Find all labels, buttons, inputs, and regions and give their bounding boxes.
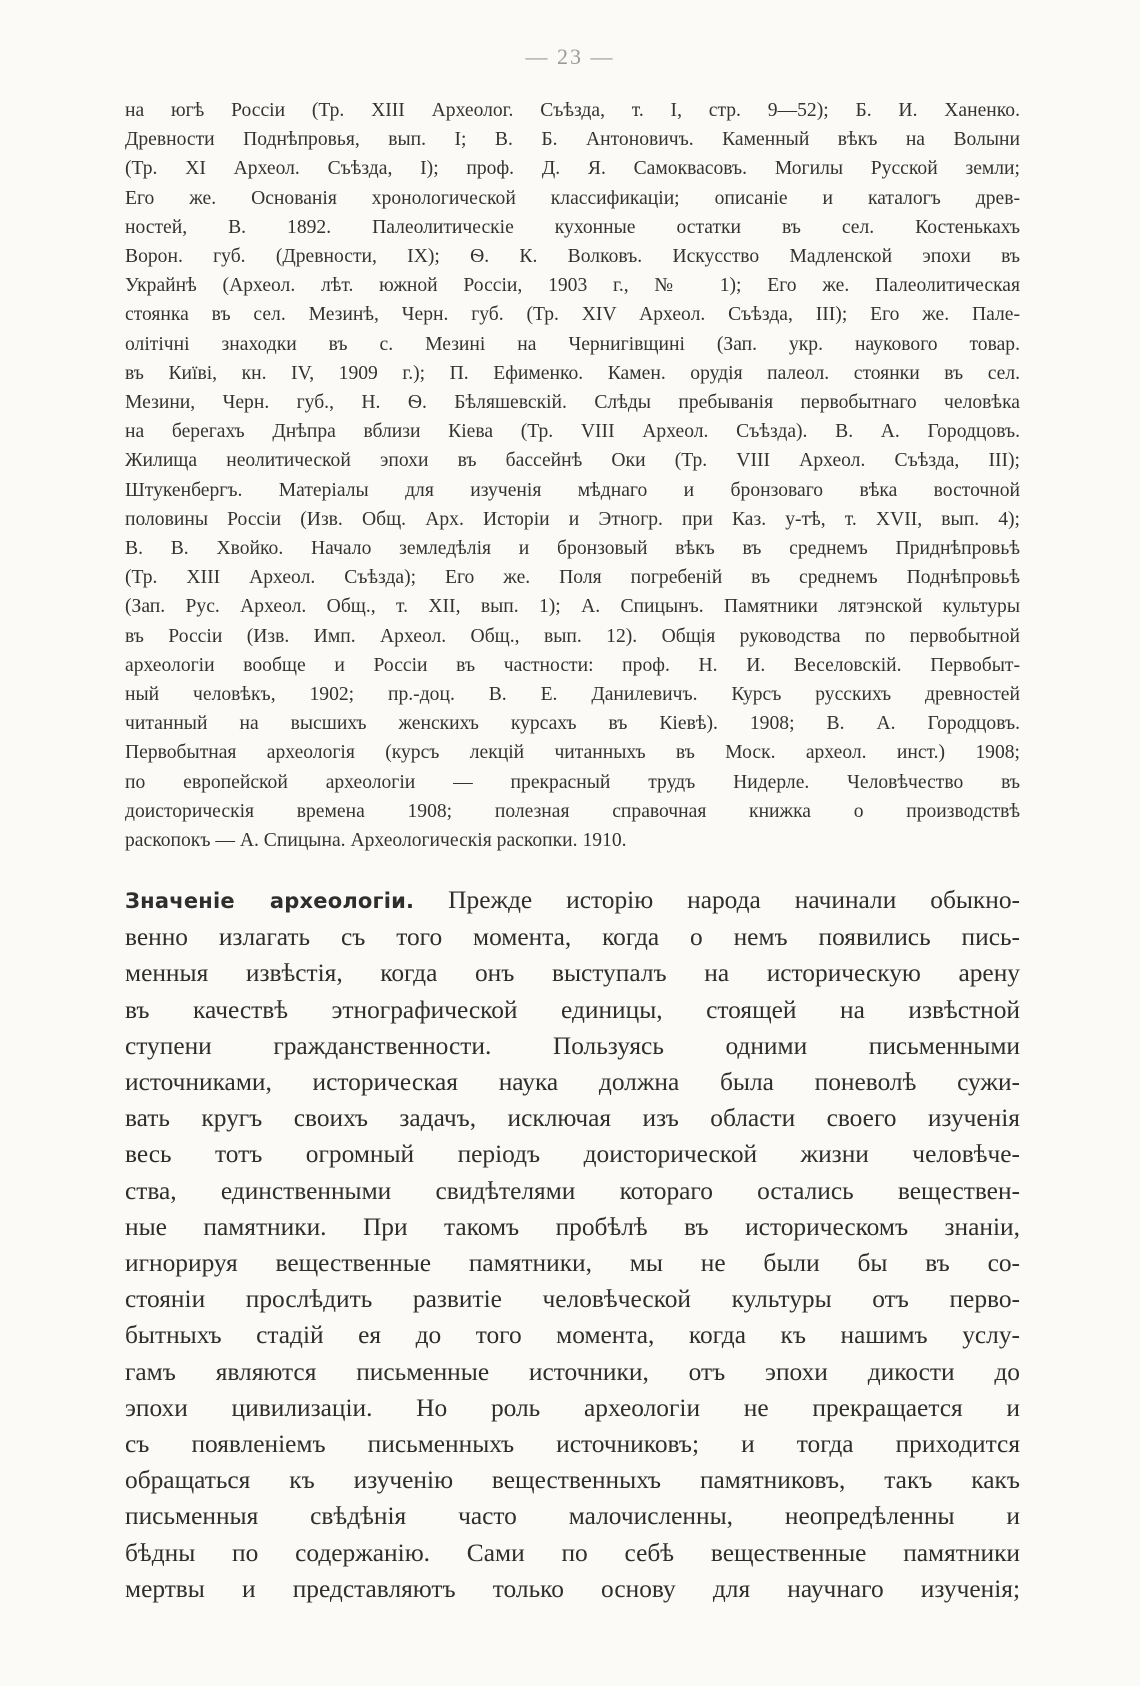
paragraph-line: стояніи прослѣдить развитіе человѣческой культуры отъ перво- (125, 1285, 1020, 1314)
bibliography-line: по европейской археологіи — прекрасный трудъ Нидерле. Человѣчество въ (125, 771, 1020, 793)
bibliography-line: половины Россіи (Изв. Общ. Арх. Исторіи и Этногр. при Каз. у-тѣ, т. XVII, вып. 4); (125, 508, 1020, 530)
bibliography-line: Ворон. губ. (Древности, IX); Ѳ. К. Волковъ. Искусство Мадленской эпохи въ (125, 246, 1020, 268)
paragraph-line: эпохи цивилизаціи. Но роль археологіи не прекращается и (125, 1393, 1020, 1422)
page-number: — 23 — (525, 44, 615, 69)
bibliography-line: Его же. Основанія хронологической классификаціи; описаніе и каталогъ древ- (125, 187, 1020, 209)
paragraph-line: весь тотъ огромный періодъ доисторической жизни человѣче- (125, 1140, 1020, 1169)
paragraph-line: письменныя свѣдѣнія часто малочисленны, неопредѣленны и (125, 1502, 1020, 1531)
paragraph-line: ступени гражданственности. Пользуясь одними письменными (125, 1031, 1020, 1060)
bibliography-line: Мезини, Черн. губ., Н. Ѳ. Бѣляшевскій. Слѣды пребыванія первобытнаго человѣка (125, 392, 1020, 414)
bibliography-line: въ Россіи (Изв. Имп. Археол. Общ., вып. 12). Общія руководства по первобытной (125, 625, 1020, 647)
paragraph-line: бѣдны по содержанію. Сами по себѣ вещественные памятники (125, 1538, 1020, 1567)
main-paragraph (125, 882, 1020, 1607)
bibliography-line: читанный на высшихъ женскихъ курсахъ въ Кіевѣ). 1908; В. А. Городцовъ. (125, 713, 1020, 735)
bibliography-line: ный человѣкъ, 1902; пр.-доц. В. Е. Данилевичъ. Курсъ русскихъ древностей (125, 684, 1020, 706)
bibliography-line: В. В. Хвойко. Начало земледѣлія и бронзовый вѣкъ въ среднемъ Приднѣпровьѣ (125, 538, 1020, 560)
paragraph-line: мертвы и представляютъ только основу для научнаго изученія; (125, 1574, 1020, 1603)
bibliography-line: Штукенбергъ. Матеріалы для изученія мѣднаго и бронзоваго вѣка восточной (125, 479, 1020, 501)
paragraph-line: вать кругъ своихъ задачъ, исключая изъ области своего изученія (125, 1104, 1020, 1133)
bibliography-line: Украйнѣ (Археол. лѣт. южной Россіи, 1903 г., № 1); Его же. Палеолитическая (125, 275, 1020, 297)
paragraph-first-line (125, 882, 1020, 919)
paragraph-line: бытныхъ стадій ея до того момента, когда къ нашимъ услу- (125, 1321, 1020, 1350)
bibliography-paragraph (125, 96, 1020, 855)
bibliography-line: на югѣ Россіи (Тр. XIII Археолог. Съѣзда, т. I, стр. 9—52); Б. И. Ханенко. (125, 100, 1020, 121)
bibliography-line: (Тр. XIII Археол. Съѣзда); Его же. Поля погребеній въ среднемъ Поднѣпровьѣ (125, 567, 1020, 589)
bibliography-line: (Тр. XI Археол. Съѣзда, I); проф. Д. Я. Самоквасовъ. Могилы Русской земли; (125, 158, 1020, 180)
bibliography-line: археологіи вообще и Россіи въ частности: проф. Н. И. Веселовскій. Первобыт- (125, 654, 1020, 676)
paragraph-line: менныя извѣстія, когда онъ выступалъ на историческую арену (125, 959, 1020, 988)
bibliography-line: на берегахъ Днѣпра вблизи Кіева (Тр. VIII Археол. Съѣзда). В. А. Городцовъ. (125, 421, 1020, 443)
paragraph-line: источниками, историческая наука должна была поневолѣ сужи- (125, 1068, 1020, 1097)
bibliography-line: стоянка въ сел. Мезинѣ, Черн. губ. (Тр. XIV Археол. Съѣзда, III); Его же. Пале- (125, 304, 1020, 326)
bibliography-line: олітічні знаходки въ с. Мезині на Чернигівщині (Зап. укр. наукового товар. (125, 333, 1020, 355)
bibliography-line: (Зап. Рус. Археол. Общ., т. XII, вып. 1); А. Спицынъ. Памятники лятэнской культуры (125, 596, 1020, 618)
section-heading: Значеніе археологіи. (125, 889, 415, 913)
bibliography-line: Первобытная археологія (курсъ лекцій читанныхъ въ Моск. археол. инст.) 1908; (125, 742, 1020, 764)
paragraph-line: венно излагать съ того момента, когда о немъ появились пись- (125, 923, 1020, 952)
bibliography-line: раскопокъ — А. Спицына. Археологическія раскопки. 1910. (125, 830, 627, 852)
paragraph-line: съ появленіемъ письменныхъ источниковъ; и тогда приходится (125, 1430, 1020, 1459)
paragraph-line: ные памятники. При такомъ пробѣлѣ въ историческомъ знаніи, (125, 1212, 1020, 1241)
bibliography-line: доисторическія времена 1908; полезная справочная книжка о производствѣ (125, 800, 1020, 822)
paragraph-line: ства, единственными свидѣтелями котораго остались веществен- (125, 1176, 1020, 1205)
bibliography-line: Древности Поднѣпровья, вып. I; В. Б. Антоновичъ. Каменный вѣкъ на Волыни (125, 129, 1020, 151)
bibliography-line: Жилища неолитической эпохи въ бассейнѣ Оки (Тр. VIII Археол. Съѣзда, III); (125, 450, 1020, 472)
bibliography-line: въ Київі, кн. IV, 1909 г.); П. Ефименко. Камен. орудія палеол. стоянки въ сел. (125, 362, 1020, 384)
paragraph-line: гамъ являются письменные источники, отъ эпохи дикости до (125, 1357, 1020, 1386)
bibliography-line: ностей, В. 1892. Палеолитическіе кухонные остатки въ сел. Костенькахъ (125, 216, 1020, 238)
paragraph-line: въ качествѣ этнографической единицы, стоящей на извѣстной (125, 995, 1020, 1024)
paragraph-line-text: Прежде исторію народа начинали обыкно- (414, 886, 1021, 914)
paragraph-line: обращаться къ изученію вещественныхъ памятниковъ, такъ какъ (125, 1466, 1020, 1495)
paragraph-line: игнорируя вещественные памятники, мы не были бы въ со- (125, 1249, 1020, 1278)
